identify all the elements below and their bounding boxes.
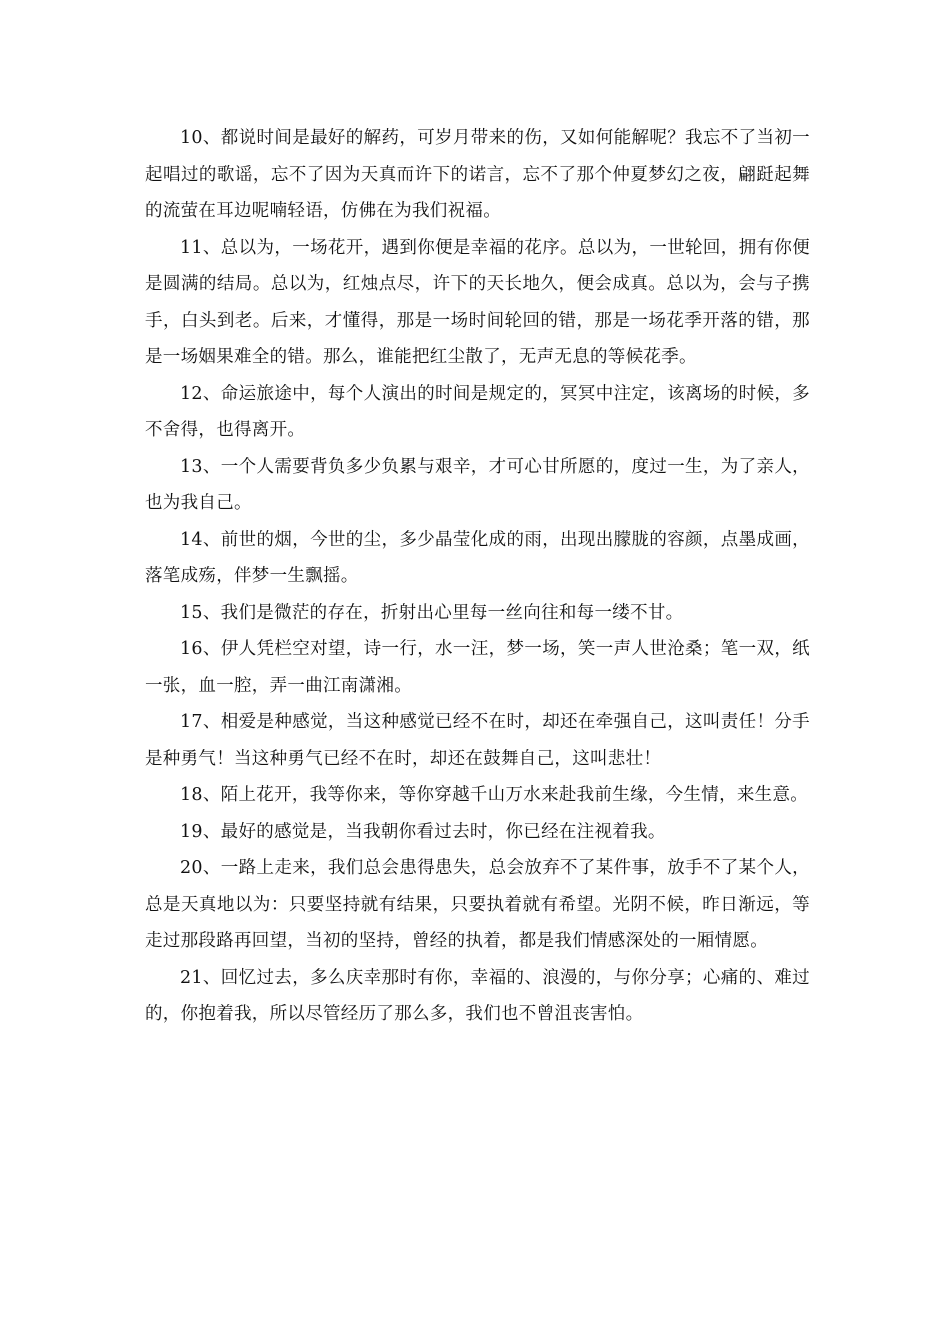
paragraph-21: 21、回忆过去，多么庆幸那时有你，幸福的、浪漫的，与你分享；心痛的、难过的，你抱着我，所以尽管经历了那么多，我们也不曾沮丧害怕。 xyxy=(145,967,810,1024)
paragraph-13: 13、一个人需要背负多少负累与艰辛，才可心甘所愿的，度过一生，为了亲人，也为我自己。 xyxy=(145,456,810,513)
paragraph-12: 12、命运旅途中，每个人演出的时间是规定的，冥冥中注定，该离场的时候，多不舍得，也得离开。 xyxy=(145,383,810,440)
paragraph-18: 18、陌上花开，我等你来，等你穿越千山万水来赴我前生缘，今生情，来生意。 xyxy=(180,785,809,805)
paragraph-11: 11、总以为，一场花开，遇到你便是幸福的花序。总以为，一世轮回，拥有你便是圆满的结局。总以为，红烛点尽，许下的天长地久，便会成真。总以为，会与子携手，白头到老。后来，才懂得，那是一场时间轮回的错，那是一场花季开落的错，那是一场姻果难全的错。那么，谁能把红尘散了，无声无息的等候花季。 xyxy=(145,237,810,367)
paragraph-19: 19、最好的感觉是，当我朝你看过去时，你已经在注视着我。 xyxy=(180,821,666,842)
paragraph-16: 16、伊人凭栏空对望，诗一行，水一汪，梦一场，笑一声人世沧桑；笔一双，纸一张，血一腔，弄一曲江南潇湘。 xyxy=(145,639,810,696)
paragraph-20: 20、一路上走来，我们总会患得患失，总会放弃不了某件事，放手不了某个人，总是天真地以为：只要坚持就有结果，只要执着就有希望。光阴不候，昨日渐远，等走过那段路再回望，当初的坚持，曾经的执着，都是我们情感深处的一厢情愿。 xyxy=(145,858,810,951)
paragraph-14: 14、前世的烟，今世的尘，多少晶莹化成的雨，出现出朦胧的容颜，点墨成画，落笔成殇，伴梦一生飘摇。 xyxy=(145,529,810,586)
document-body xyxy=(145,120,810,1033)
paragraph-10: 10、都说时间是最好的解药，可岁月带来的伤，又如何能解呢？我忘不了当初一起唱过的歌谣，忘不了因为天真而许下的诺言，忘不了那个仲夏梦幻之夜，翩跹起舞的流萤在耳边呢喃轻语，仿佛在为我们祝福。 xyxy=(145,128,810,221)
paragraph-15: 15、我们是微茫的存在，折射出心里每一丝向往和每一缕不甘。 xyxy=(180,602,684,623)
paragraph-17: 17、相爱是种感觉，当这种感觉已经不在时，却还在牵强自己，这叫责任！分手是种勇气！当这种勇气已经不在时，却还在鼓舞自己，这叫悲壮！ xyxy=(145,712,810,769)
